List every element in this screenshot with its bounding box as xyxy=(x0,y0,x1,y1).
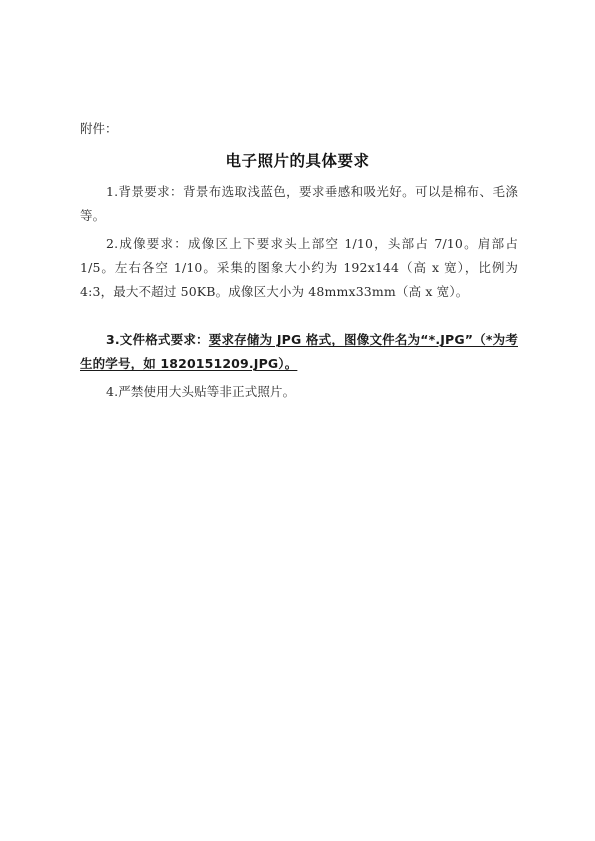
item-number: 4. xyxy=(106,384,119,399)
item-lead: 成像要求： xyxy=(118,236,189,251)
item-text: 要求存储为 JPG 格式，图像文件名为“*.JPG”（*为考生的学号，如 1820151209.JPG）。 xyxy=(80,332,518,371)
attachment-label: 附件： xyxy=(80,121,118,136)
requirement-item-imaging xyxy=(80,232,518,304)
item-text: 成像区上下要求头上部空 1/10，头部占 7/10。肩部占 1/5。左右各空 1/10。采集的图象大小约为 192x144（高 x 宽），比例为 4:3，最大不超过 50KB。成像区大小为 48mmx33mm（高 x 宽）。 xyxy=(80,236,518,299)
item-lead: 背景要求： xyxy=(118,184,183,199)
item-number: 1. xyxy=(106,184,119,199)
item-lead: 文件格式要求： xyxy=(119,332,209,347)
document-title: 电子照片的具体要求 xyxy=(225,152,370,170)
item-number: 2. xyxy=(106,236,119,251)
item-text: 背景布选取浅蓝色，要求垂感和吸光好。可以是棉布、毛涤等。 xyxy=(80,184,518,223)
requirement-item-background xyxy=(80,180,518,228)
item-number: 3. xyxy=(106,332,120,347)
requirement-item-prohibition xyxy=(80,380,518,404)
item-text: 严禁使用大头贴等非正式照片。 xyxy=(118,384,296,399)
requirement-item-file-format xyxy=(80,328,518,376)
